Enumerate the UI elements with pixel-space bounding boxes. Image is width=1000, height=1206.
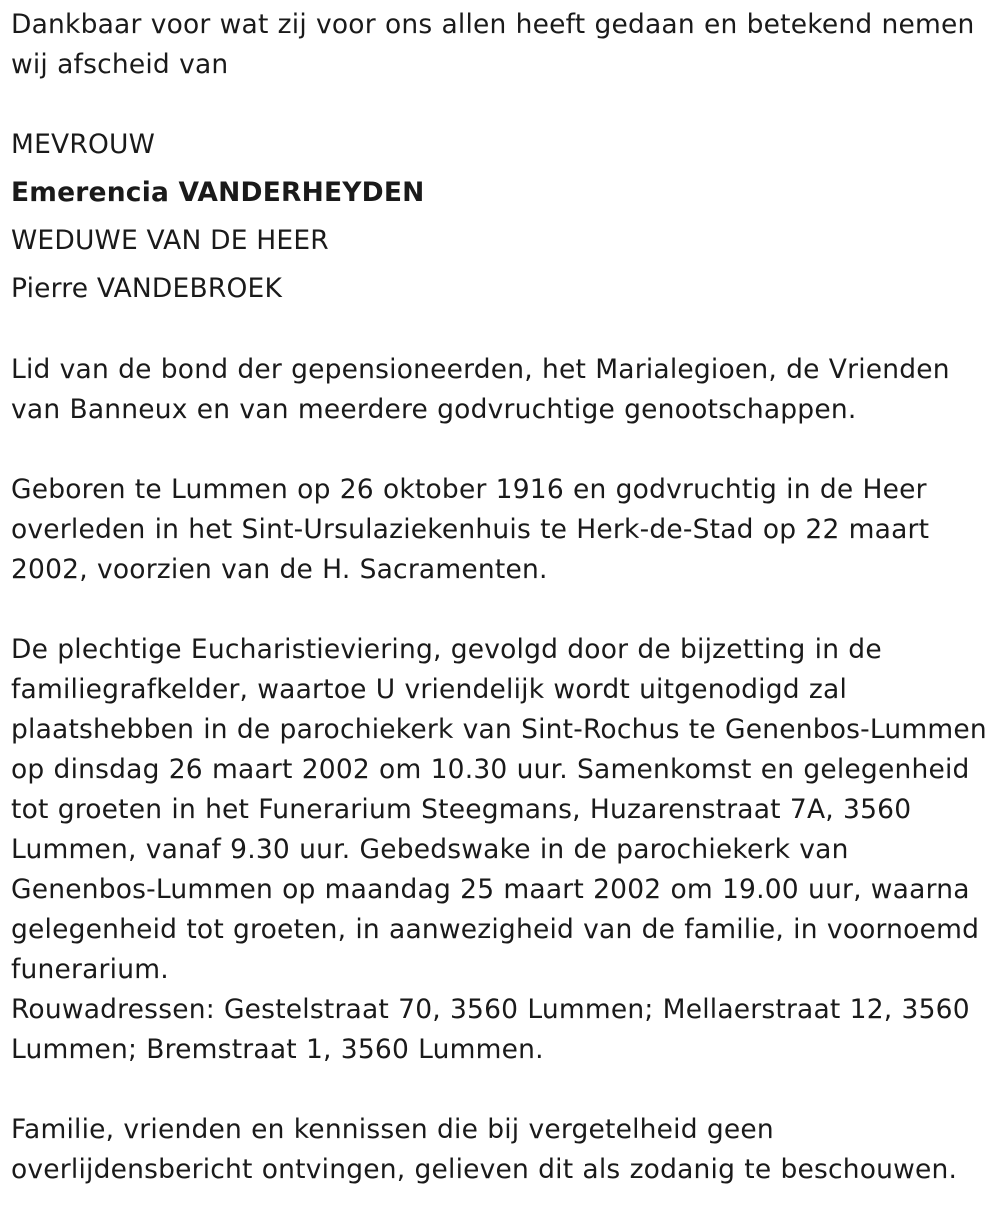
intro-text: Dankbaar voor wat zij voor ons allen heeft gedaan en betekend nemen wij afscheid van [11, 9, 975, 80]
deceased-name: Emerencia VANDERHEYDEN [11, 177, 425, 208]
birth-death-paragraph: Geboren te Lummen op 26 oktober 1916 en godvruchtig in de Heer overleden in het Sint-Ursulaziekenhuis te Herk-de-Stad op 22 maart 2002, voorzien van de H. Sacramenten. [11, 474, 930, 585]
family-note-paragraph: Familie, vrienden en kennissen die bij vergetelheid geen overlijdensbericht ontvingen, gelieven dit als zodanig te beschouwen. [11, 1114, 958, 1185]
husband-name: Pierre VANDEBROEK [11, 273, 283, 304]
honorific-title: MEVROUW [11, 129, 156, 160]
addresses-paragraph: Rouwadressen: Gestelstraat 70, 3560 Lummen; Mellaerstraat 12, 3560 Lummen; Bremstraat 1, 3560 Lummen. [11, 994, 970, 1065]
widow-of-label: WEDUWE VAN DE HEER [11, 225, 329, 256]
service-paragraph: De plechtige Eucharistieviering, gevolgd door de bijzetting in de familiegrafkelder, waartoe U vriendelijk wordt uitgenodigd zal plaatshebben in de parochiekerk van Sint-Rochus te Genenbos-Lummen op dinsdag 26 maart 2002 om 10.30 uur. Samenkomst en gelegenheid tot groeten in het Funerarium Steegmans, Huzarenstraat 7A, 3560 Lummen, vanaf 9.30 uur. Gebedswake in de parochiekerk van Genenbos-Lummen op maandag 25 maart 2002 om 19.00 uur, waarna gelegenheid tot groeten, in aanwezigheid van de familie, in voornoemd funerarium. [11, 634, 987, 985]
membership-paragraph: Lid van de bond der gepensioneerden, het Marialegioen, de Vrienden van Banneux en van meerdere godvruchtige genootschappen. [11, 354, 950, 425]
